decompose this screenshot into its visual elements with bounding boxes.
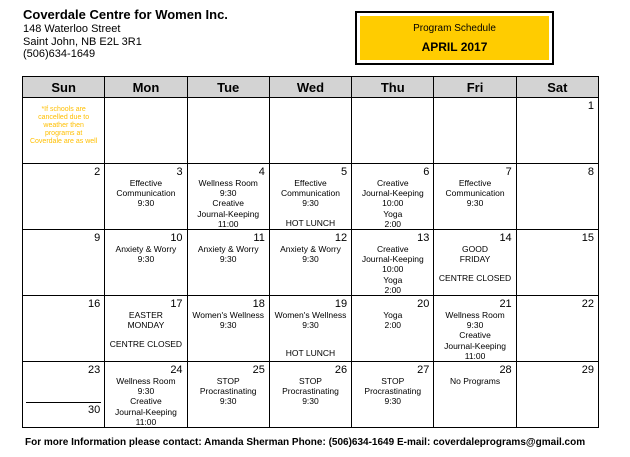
banner-month: APRIL 2017 xyxy=(421,39,488,54)
program-line: Anxiety & Worry xyxy=(280,244,341,254)
program-line: Women's Wellness xyxy=(192,310,265,320)
day-number: 11 xyxy=(253,232,265,244)
day-number: 22 xyxy=(581,298,594,310)
day-number: 30 xyxy=(88,404,101,416)
day-programs xyxy=(188,164,269,229)
calendar-grid xyxy=(22,76,599,428)
program-line: 9:30 xyxy=(302,254,319,265)
day-number: 7 xyxy=(505,166,512,178)
program-line: CENTRE CLOSED xyxy=(109,339,183,350)
calendar-day-cell xyxy=(187,98,269,164)
program-line: 2:00 xyxy=(384,320,402,331)
day-number: 24 xyxy=(170,364,183,376)
day-number: 5 xyxy=(341,166,348,178)
program-line: Journal-Keeping xyxy=(444,340,506,351)
program-line: 9:30 xyxy=(219,254,237,265)
program-line: 9:30 xyxy=(302,198,319,209)
program-line: Anxiety & Worry xyxy=(115,244,177,254)
program-line: Communication xyxy=(116,188,176,199)
calendar-day-cell xyxy=(187,296,269,362)
day-number: 27 xyxy=(417,364,430,376)
day-number: 2 xyxy=(94,166,101,178)
day-number: 3 xyxy=(176,166,183,178)
calendar-day-cell xyxy=(23,98,105,164)
program-line: Effective xyxy=(129,178,163,188)
program-line: Yoga xyxy=(383,208,403,219)
calendar-day-cell xyxy=(105,164,187,230)
program-line: Journal-Keeping xyxy=(361,188,424,199)
program-line: Anxiety & Worry xyxy=(197,244,259,254)
program-line: Wellness Room xyxy=(445,310,505,320)
calendar-week-row xyxy=(23,164,599,230)
day-number: 12 xyxy=(334,232,348,244)
day-number: 17 xyxy=(170,298,183,310)
program-line: 10:00 xyxy=(382,264,404,275)
program-line: 9:30 xyxy=(302,396,319,407)
day-programs xyxy=(105,164,186,209)
calendar-day-cell xyxy=(434,230,516,296)
calendar-day-cell xyxy=(187,362,269,428)
program-line: Creative xyxy=(376,244,409,254)
day-number: 13 xyxy=(417,232,430,244)
day-number: 29 xyxy=(581,364,594,376)
weekday-header-row xyxy=(23,77,599,98)
program-line: Journal-Keeping xyxy=(361,254,424,265)
program-line: STOP xyxy=(381,376,405,386)
program-line: 9:30 xyxy=(384,396,402,407)
calendar-day-cell xyxy=(352,362,434,428)
program-line: 11:00 xyxy=(135,416,157,427)
program-line: Yoga xyxy=(383,310,403,320)
program-line: 2:00 xyxy=(384,284,402,295)
program-line: 9:30 xyxy=(466,198,484,209)
calendar-week-row xyxy=(23,362,599,428)
calendar-day-cell xyxy=(352,296,434,362)
weather-cancellation-note: *If schools are cancelled due to weather then programs at Coverdale are as well xyxy=(29,106,98,146)
calendar-day-cell xyxy=(434,164,516,230)
calendar-day-cell xyxy=(352,98,434,164)
calendar-week-row xyxy=(23,296,599,362)
day-number: 6 xyxy=(423,166,430,178)
program-line: Procrastinating xyxy=(364,386,422,397)
program-line: 2:00 xyxy=(384,218,402,229)
calendar-day-cell xyxy=(269,98,351,164)
program-line: Journal-Keeping xyxy=(197,208,260,219)
calendar-day-cell xyxy=(516,230,598,296)
program-line: 11:00 xyxy=(217,218,239,229)
calendar-day-cell xyxy=(105,296,187,362)
program-line: 9:30 xyxy=(219,320,237,331)
program-line: 9:30 xyxy=(219,188,237,199)
calendar-day-cell xyxy=(516,164,598,230)
program-line: Procrastinating xyxy=(199,386,257,397)
calendar-day-cell xyxy=(187,230,269,296)
program-line: 11:00 xyxy=(464,350,486,361)
day-number: 21 xyxy=(499,298,512,310)
calendar-day-cell xyxy=(516,362,598,428)
program-line: 9:30 xyxy=(302,320,319,331)
schedule-banner-fill xyxy=(360,16,549,60)
calendar-day-cell xyxy=(105,362,187,428)
weekday-mon: Mon xyxy=(105,77,187,98)
weekday-fri: Fri xyxy=(434,77,516,98)
spacer xyxy=(436,264,513,273)
spacer xyxy=(107,330,184,339)
day-number: 8 xyxy=(587,166,594,178)
spacer xyxy=(272,339,349,348)
program-line: Yoga xyxy=(383,274,403,285)
calendar-day-cell xyxy=(269,296,351,362)
schedule-banner xyxy=(355,11,554,65)
program-line: 9:30 xyxy=(137,254,155,265)
calendar-day-cell xyxy=(516,296,598,362)
day-number: 18 xyxy=(252,298,265,310)
day-number: 20 xyxy=(417,298,430,310)
day-number: 25 xyxy=(252,364,265,376)
program-line: Wellness Room xyxy=(198,178,258,188)
day-number: 1 xyxy=(587,100,594,112)
program-line: Creative xyxy=(376,178,409,188)
program-line: Creative xyxy=(459,330,491,341)
calendar-day-cell xyxy=(269,230,351,296)
spacer xyxy=(272,209,349,218)
phone-number: (506)634-1649 xyxy=(23,48,96,61)
program-line: GOOD xyxy=(462,244,489,254)
program-line: EASTER xyxy=(128,310,163,320)
spacer xyxy=(272,330,349,339)
address-line-1: 148 Waterloo Street xyxy=(23,22,121,35)
calendar-day-cell xyxy=(269,362,351,428)
day-programs xyxy=(434,164,515,209)
calendar-day-cell xyxy=(434,98,516,164)
program-line: Communication xyxy=(445,188,505,199)
contact-footer: For more Information please contact: Amanda Sherman Phone: (506)634-1649 E-mail: coverdaleprograms@gmail.com xyxy=(25,437,586,448)
day-number: 10 xyxy=(170,232,183,244)
program-line: Women's Wellness xyxy=(274,310,347,320)
program-line: 10:00 xyxy=(382,198,404,209)
calendar-week-row xyxy=(23,98,599,164)
split-day-divider xyxy=(26,402,101,403)
calendar-day-cell xyxy=(269,164,351,230)
calendar-day-cell xyxy=(434,296,516,362)
program-line: HOT LUNCH xyxy=(285,217,336,228)
calendar-day-cell xyxy=(23,362,105,428)
program-line: HOT LUNCH xyxy=(285,348,336,359)
program-line: Procrastinating xyxy=(282,386,339,397)
program-line: MONDAY xyxy=(127,320,165,331)
day-number: 26 xyxy=(334,364,348,376)
organization-header xyxy=(23,8,228,61)
calendar-day-cell xyxy=(23,164,105,230)
calendar-day-cell xyxy=(23,230,105,296)
calendar-week-row xyxy=(23,230,599,296)
program-line: Journal-Keeping xyxy=(114,406,177,417)
program-line: Effective xyxy=(294,178,327,188)
calendar-day-cell xyxy=(23,296,105,362)
program-line: Communication xyxy=(280,188,341,199)
day-number: 4 xyxy=(258,166,265,178)
calendar-day-cell xyxy=(105,230,187,296)
program-line: 9:30 xyxy=(466,320,484,331)
weekday-sun: Sun xyxy=(23,77,105,98)
day-programs xyxy=(270,164,351,228)
calendar-day-cell xyxy=(352,230,434,296)
program-line: 9:30 xyxy=(137,386,155,397)
calendar-day-cell xyxy=(434,362,516,428)
day-number: 9 xyxy=(94,232,101,244)
weekday-wed: Wed xyxy=(269,77,351,98)
day-number: 14 xyxy=(499,232,512,244)
weekday-thu: Thu xyxy=(352,77,434,98)
program-line: 9:30 xyxy=(137,198,155,209)
program-line: No Programs xyxy=(450,376,501,386)
program-line: Effective xyxy=(458,178,492,188)
calendar-day-cell xyxy=(516,98,598,164)
day-programs xyxy=(352,164,433,229)
program-line: Creative xyxy=(212,198,245,209)
day-number: 15 xyxy=(581,232,594,244)
calendar-day-cell xyxy=(105,98,187,164)
program-line: CENTRE CLOSED xyxy=(438,273,512,284)
program-line: Wellness Room xyxy=(116,376,176,386)
organization-name: Coverdale Centre for Women Inc. xyxy=(23,7,228,22)
program-line: STOP xyxy=(216,376,240,386)
program-line: FRIDAY xyxy=(459,254,491,265)
weekday-sat: Sat xyxy=(516,77,598,98)
address-line-2: Saint John, NB E2L 3R1 xyxy=(23,35,142,48)
program-line: 9:30 xyxy=(219,396,237,407)
calendar-day-cell xyxy=(352,164,434,230)
banner-title: Program Schedule xyxy=(413,22,496,34)
weekday-tue: Tue xyxy=(187,77,269,98)
program-line: STOP xyxy=(298,376,322,386)
day-number: 16 xyxy=(88,298,101,310)
day-number: 23 xyxy=(88,364,101,376)
calendar-day-cell xyxy=(187,164,269,230)
day-number: 19 xyxy=(334,298,348,310)
program-line: Creative xyxy=(130,396,162,407)
day-number: 28 xyxy=(499,364,512,376)
